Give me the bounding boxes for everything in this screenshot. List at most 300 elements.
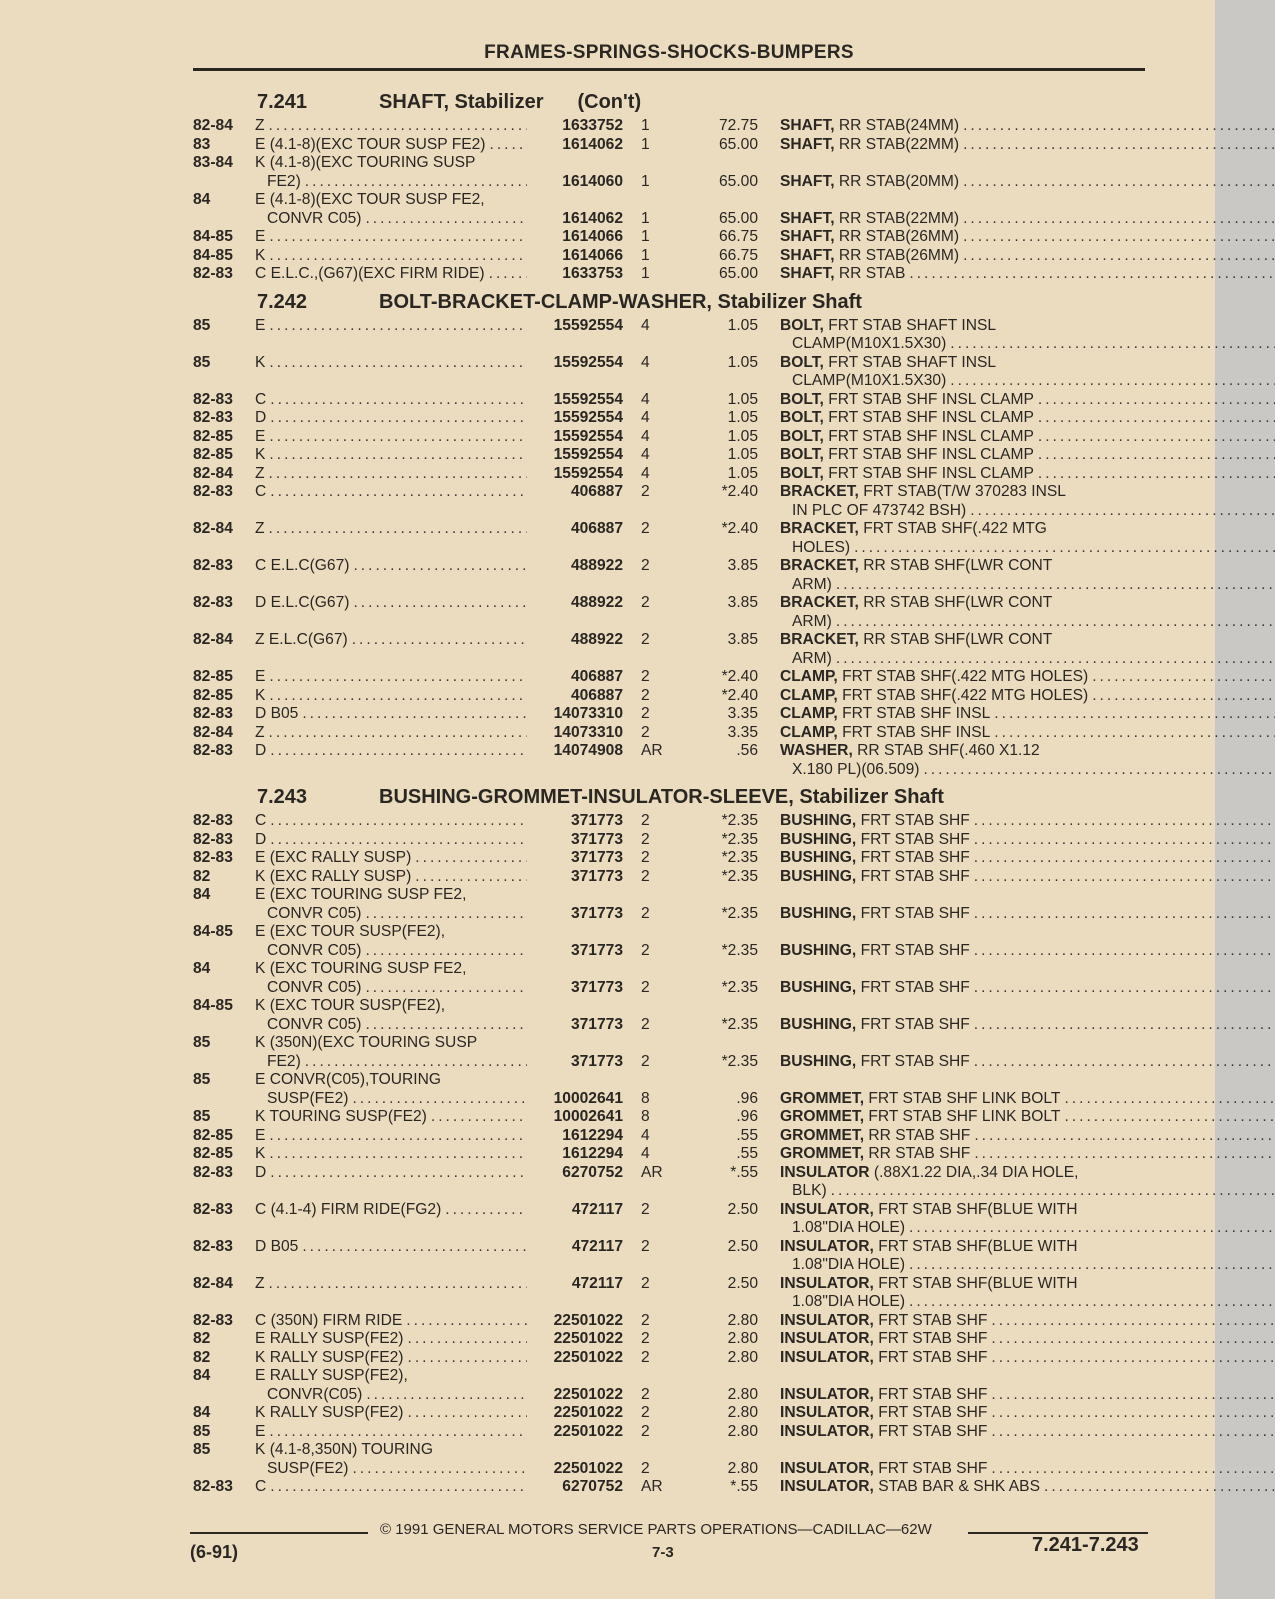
description-cell xyxy=(758,923,1275,960)
quantity-cell xyxy=(623,465,683,484)
description-line xyxy=(780,520,1275,539)
part-number: 6270752 xyxy=(562,1163,623,1181)
part-number-cell xyxy=(527,997,623,1034)
section-title: SHAFT, Stabilizer xyxy=(379,91,544,113)
dot-leader xyxy=(919,761,1275,780)
part-number-cell xyxy=(527,687,623,706)
part-number: 1614066 xyxy=(562,228,623,245)
quantity-cell xyxy=(623,409,683,428)
model-text: K TOURING SUSP(FE2) xyxy=(255,1108,427,1125)
model-cell xyxy=(255,594,527,613)
part-number-cell xyxy=(527,923,623,960)
year-cell: 82 xyxy=(193,867,211,885)
quantity: 2 xyxy=(641,978,650,996)
year-cell: 82-83 xyxy=(193,705,233,722)
dot-leader xyxy=(265,354,527,373)
description-line xyxy=(780,372,1275,391)
description-keyword: SHAFT, xyxy=(780,117,835,134)
quantity: AR xyxy=(641,742,663,759)
dot-leader xyxy=(349,594,527,613)
description-keyword: SHAFT, xyxy=(780,265,835,282)
model-text-line xyxy=(255,1423,527,1442)
description-text: RR STAB SHF(LWR CONT xyxy=(863,557,1053,574)
part-row xyxy=(193,317,1153,354)
description-cell xyxy=(758,247,1275,266)
description-cell xyxy=(758,1071,1275,1108)
part-row xyxy=(193,247,1153,266)
description-keyword: BOLT, xyxy=(780,390,824,408)
quantity: 4 xyxy=(641,316,650,334)
description-text: FRT STAB SHAFT INSL xyxy=(828,353,997,371)
quantity-cell xyxy=(623,154,683,191)
description-cell xyxy=(758,868,1275,887)
model-text: E CONVR(C05),TOURING xyxy=(255,1071,441,1088)
description-cell xyxy=(758,191,1275,228)
dot-leader xyxy=(265,428,527,447)
quantity-cell xyxy=(623,483,683,502)
model-cell xyxy=(255,1238,527,1257)
quantity: 2 xyxy=(641,1330,650,1347)
description-cell xyxy=(758,724,1275,743)
description-text: FRT STAB SHF INSL CLAMP xyxy=(828,427,1034,445)
year-cell: 85 xyxy=(193,1108,211,1125)
quantity: 1 xyxy=(641,135,650,153)
dot-leader xyxy=(970,1127,1275,1146)
description-keyword: INSULATOR xyxy=(780,1163,870,1181)
part-number-cell xyxy=(527,317,623,336)
part-number: 15592554 xyxy=(553,390,623,408)
part-row xyxy=(193,483,1153,520)
price-cell xyxy=(683,868,758,887)
dot-leader xyxy=(266,483,527,502)
price: 2.80 xyxy=(727,1385,758,1403)
description-cell xyxy=(758,557,1275,594)
description-keyword: SHAFT, xyxy=(780,209,835,227)
dot-leader xyxy=(298,1238,527,1257)
model-cell xyxy=(255,409,527,428)
price: *2.35 xyxy=(721,941,758,959)
price: 66.75 xyxy=(718,246,758,264)
description-cell xyxy=(758,1423,1275,1442)
description-line xyxy=(780,1053,1275,1072)
description-text: FRT STAB SHF xyxy=(860,812,970,829)
description-keyword: INSULATOR, xyxy=(780,1330,874,1347)
model-text: K xyxy=(255,1145,266,1162)
price-cell xyxy=(683,483,758,502)
price-cell xyxy=(683,1238,758,1257)
quantity: 2 xyxy=(641,631,650,648)
description-line xyxy=(780,557,1275,576)
price: 2.80 xyxy=(727,1348,758,1366)
description-keyword: BUSHING, xyxy=(780,941,857,959)
quantity-cell xyxy=(623,520,683,539)
price-cell xyxy=(683,705,758,724)
year-cell: 82 xyxy=(193,1348,211,1366)
part-row xyxy=(193,724,1153,743)
description-text: FRT STAB SHF LINK BOLT xyxy=(868,1089,1061,1107)
model-cell xyxy=(255,1423,527,1442)
part-number: 1614060 xyxy=(562,172,623,190)
year-cell: 82-85 xyxy=(193,1126,233,1144)
dot-leader xyxy=(970,1053,1275,1072)
part-number: 22501022 xyxy=(553,1348,623,1366)
description-text: BLK) xyxy=(792,1182,827,1199)
description-keyword: INSULATOR, xyxy=(780,1200,874,1218)
part-number-cell xyxy=(527,812,623,831)
year-cell: 82-83 xyxy=(193,1311,233,1329)
price-cell xyxy=(683,1441,758,1478)
year-cell: 84 xyxy=(193,191,211,208)
description-text: FRT STAB SHF xyxy=(878,1422,988,1440)
quantity-cell xyxy=(623,247,683,266)
dot-leader xyxy=(265,1275,527,1294)
description-text: 1.08"DIA HOLE) xyxy=(792,1256,906,1273)
price: 1.05 xyxy=(727,316,758,334)
model-text: CONVR C05) xyxy=(267,904,362,922)
part-number: 472117 xyxy=(571,1200,623,1218)
year-cell: 83-84 xyxy=(193,154,233,171)
description-keyword: BRACKET, xyxy=(780,520,859,537)
quantity: 8 xyxy=(641,1089,650,1107)
model-text: E (4.1-8)(EXC TOUR SUSP FE2) xyxy=(255,135,486,153)
quantity-cell xyxy=(623,1404,683,1423)
part-number-cell xyxy=(527,724,623,743)
year-cell: 82-83 xyxy=(193,265,233,282)
description-cell xyxy=(758,1367,1275,1404)
part-row xyxy=(193,1275,1153,1312)
description-cell xyxy=(758,668,1275,687)
part-row xyxy=(193,520,1153,557)
quantity-cell xyxy=(623,1349,683,1368)
model-text: E xyxy=(255,316,266,334)
model-cell xyxy=(255,960,527,997)
price: 3.35 xyxy=(727,705,758,722)
quantity: 2 xyxy=(641,849,650,866)
description-keyword: INSULATOR, xyxy=(780,1422,874,1440)
model-text: E xyxy=(255,427,266,445)
footer-date-code: (6-91) xyxy=(190,1542,239,1562)
description-cell xyxy=(758,1108,1275,1127)
price: 72.75 xyxy=(718,117,758,134)
price-cell xyxy=(683,1330,758,1349)
dot-leader xyxy=(970,942,1275,961)
dot-leader xyxy=(959,117,1275,136)
price: *.55 xyxy=(730,1478,758,1495)
description-cell xyxy=(758,1145,1275,1164)
dot-leader xyxy=(990,705,1275,724)
model-text-line xyxy=(255,1275,527,1294)
quantity-cell xyxy=(623,812,683,831)
model-text: E (EXC TOUR SUSP(FE2), xyxy=(255,923,446,940)
year-cell: 82-84 xyxy=(193,117,233,134)
quantity: 2 xyxy=(641,705,650,722)
dot-leader xyxy=(970,868,1275,887)
dot-leader xyxy=(361,1016,527,1035)
model-text-line xyxy=(255,1349,527,1368)
model-cell xyxy=(255,354,527,373)
quantity-cell xyxy=(623,117,683,136)
description-keyword: SHAFT, xyxy=(780,228,835,245)
model-text: D xyxy=(255,1163,267,1181)
quantity-cell xyxy=(623,831,683,850)
quantity-cell xyxy=(623,724,683,743)
part-number: 1614066 xyxy=(562,246,623,264)
part-row xyxy=(193,1238,1153,1275)
quantity: 8 xyxy=(641,1108,650,1125)
quantity: AR xyxy=(641,1478,663,1495)
model-text: Z xyxy=(255,117,265,134)
part-number: 371773 xyxy=(570,1015,623,1033)
model-text: K (EXC TOURING SUSP FE2, xyxy=(255,960,467,977)
quantity-cell xyxy=(623,428,683,447)
model-text-line xyxy=(255,812,527,831)
description-line xyxy=(780,905,1275,924)
dot-leader xyxy=(266,409,527,428)
description-line xyxy=(780,613,1275,632)
quantity: 1 xyxy=(641,209,650,227)
model-text: SUSP(FE2) xyxy=(267,1459,349,1477)
dot-leader xyxy=(403,1330,527,1349)
dot-leader xyxy=(266,391,527,410)
model-text: K RALLY SUSP(FE2) xyxy=(255,1348,404,1366)
part-row xyxy=(193,1423,1153,1442)
model-text-line xyxy=(255,979,527,998)
year-cell: 82-83 xyxy=(193,1478,233,1495)
model-text-line xyxy=(255,631,527,650)
part-number-cell xyxy=(527,960,623,997)
model-text-line xyxy=(255,886,527,905)
part-row xyxy=(193,557,1153,594)
year-cell: 82-85 xyxy=(193,686,233,704)
model-cell xyxy=(255,1312,527,1331)
dot-leader xyxy=(970,905,1275,924)
quantity: AR xyxy=(641,1163,663,1181)
dot-leader xyxy=(266,1478,527,1497)
description-text: FRT STAB SHF(.422 MTG HOLES) xyxy=(842,686,1089,704)
dot-leader xyxy=(959,247,1275,266)
year-cell: 82-84 xyxy=(193,631,233,648)
model-cell xyxy=(255,1127,527,1146)
model-text-line xyxy=(255,1460,527,1479)
dot-leader xyxy=(403,1404,527,1423)
description-cell xyxy=(758,886,1275,923)
part-number-cell xyxy=(527,705,623,724)
dot-leader xyxy=(265,1127,527,1146)
part-number-cell xyxy=(527,1275,623,1294)
dot-leader xyxy=(348,1460,527,1479)
price-cell xyxy=(683,849,758,868)
description-line xyxy=(780,868,1275,887)
description-cell xyxy=(758,631,1275,668)
description-cell xyxy=(758,409,1275,428)
description-line xyxy=(780,705,1275,724)
price-cell xyxy=(683,446,758,465)
dot-leader xyxy=(970,812,1275,831)
description-text: FRT STAB SHF xyxy=(860,978,970,996)
price: 65.00 xyxy=(718,172,758,190)
part-number: 472117 xyxy=(571,1237,623,1255)
model-text: CONVR(C05) xyxy=(267,1385,363,1403)
description-text: 1.08"DIA HOLE) xyxy=(792,1219,906,1236)
dot-leader xyxy=(362,1386,527,1405)
price: .55 xyxy=(736,1126,758,1144)
dot-leader xyxy=(1034,428,1275,447)
model-cell xyxy=(255,1071,527,1108)
description-text: FRT STAB SHF INSL CLAMP xyxy=(828,390,1034,408)
dot-leader xyxy=(266,812,527,831)
price-cell xyxy=(683,1145,758,1164)
part-number: 371773 xyxy=(570,849,623,866)
model-cell xyxy=(255,465,527,484)
part-number: 371773 xyxy=(570,978,623,996)
description-keyword: BUSHING, xyxy=(780,849,857,866)
price: *2.35 xyxy=(721,867,758,885)
quantity-cell xyxy=(623,391,683,410)
description-line xyxy=(780,650,1275,669)
part-row xyxy=(193,668,1153,687)
model-text: E xyxy=(255,1422,266,1440)
dot-leader xyxy=(411,868,527,887)
year-cell: 82-83 xyxy=(193,1163,233,1181)
description-keyword: BOLT, xyxy=(780,446,824,463)
description-cell xyxy=(758,1238,1275,1275)
parts-listing xyxy=(193,84,1153,1497)
price: 3.85 xyxy=(727,557,758,574)
price-cell xyxy=(683,1312,758,1331)
part-row xyxy=(193,1312,1153,1331)
price-cell xyxy=(683,687,758,706)
description-text: FRT STAB SHF xyxy=(878,1348,988,1366)
price-cell xyxy=(683,265,758,284)
description-line xyxy=(780,354,1275,373)
section-heading xyxy=(193,290,1153,314)
description-text: FRT STAB SHF xyxy=(860,941,970,959)
price: 66.75 xyxy=(718,228,758,245)
dot-leader xyxy=(265,1423,527,1442)
model-text-line xyxy=(255,354,527,373)
description-line xyxy=(780,1293,1275,1312)
description-line xyxy=(780,1090,1275,1109)
dot-leader xyxy=(348,631,527,650)
model-text: D B05 xyxy=(255,1237,299,1255)
price: 2.50 xyxy=(727,1200,758,1218)
model-text-line xyxy=(255,724,527,743)
part-number: 22501022 xyxy=(553,1385,623,1403)
year-cell: 82-83 xyxy=(193,409,233,426)
part-number-cell xyxy=(527,1071,623,1108)
model-text: E (4.1-8)(EXC TOUR SUSP FE2, xyxy=(255,191,485,208)
price-cell xyxy=(683,1201,758,1220)
part-number-cell xyxy=(527,1145,623,1164)
price: *2.40 xyxy=(721,668,758,685)
model-text-line xyxy=(255,1367,527,1386)
description-line xyxy=(780,742,1275,761)
dot-leader xyxy=(265,668,527,687)
price-cell xyxy=(683,136,758,155)
year-cell: 84-85 xyxy=(193,228,233,245)
year-cell: 82-83 xyxy=(193,812,233,829)
description-line xyxy=(780,265,1275,284)
header-rule xyxy=(193,68,1145,71)
model-cell xyxy=(255,265,527,284)
dot-leader xyxy=(361,942,527,961)
part-number-cell xyxy=(527,742,623,761)
description-line xyxy=(780,1330,1275,1349)
part-number-cell xyxy=(527,1108,623,1127)
price-cell xyxy=(683,742,758,761)
part-number: 488922 xyxy=(570,594,623,611)
part-row xyxy=(193,886,1153,923)
description-text: RR STAB SHF xyxy=(868,1126,971,1144)
description-text: FRT STAB SHF xyxy=(878,1404,988,1421)
description-cell xyxy=(758,317,1275,354)
dot-leader xyxy=(441,1201,527,1220)
model-text-line xyxy=(255,742,527,761)
price: *.55 xyxy=(730,1163,758,1181)
model-cell xyxy=(255,868,527,887)
model-text-line xyxy=(255,905,527,924)
quantity-cell xyxy=(623,1478,683,1497)
dot-leader xyxy=(987,1404,1275,1423)
description-cell xyxy=(758,391,1275,410)
part-row xyxy=(193,1164,1153,1201)
model-text: E (EXC TOURING SUSP FE2, xyxy=(255,886,467,903)
section-continued: (Con't) xyxy=(577,91,642,113)
description-text: FRT STAB SHF LINK BOLT xyxy=(868,1108,1061,1125)
year-cell: 82-83 xyxy=(193,1237,233,1255)
description-line xyxy=(780,687,1275,706)
quantity: 2 xyxy=(641,1274,650,1292)
description-line xyxy=(780,465,1275,484)
model-text-line xyxy=(255,1071,527,1090)
description-keyword: BUSHING, xyxy=(780,867,857,885)
part-row xyxy=(193,923,1153,960)
quantity: 1 xyxy=(641,117,650,134)
part-row xyxy=(193,960,1153,997)
quantity: 2 xyxy=(641,1385,650,1403)
model-text-line xyxy=(255,705,527,724)
model-cell xyxy=(255,136,527,155)
quantity: 2 xyxy=(641,904,650,922)
year-cell: 82-83 xyxy=(193,1200,233,1218)
part-row xyxy=(193,409,1153,428)
part-number-cell xyxy=(527,1367,623,1404)
year-cell: 82-85 xyxy=(193,668,233,685)
quantity-cell xyxy=(623,1071,683,1108)
model-text: SUSP(FE2) xyxy=(267,1089,349,1107)
description-keyword: INSULATOR, xyxy=(780,1385,874,1403)
description-line xyxy=(780,594,1275,613)
part-row xyxy=(193,191,1153,228)
model-cell xyxy=(255,391,527,410)
part-row xyxy=(193,136,1153,155)
model-text: K (4.1-8)(EXC TOURING SUSP xyxy=(255,154,476,171)
price-cell xyxy=(683,154,758,191)
description-keyword: GROMMET, xyxy=(780,1126,865,1144)
dot-leader xyxy=(301,1053,527,1072)
price-cell xyxy=(683,724,758,743)
model-text: C xyxy=(255,1478,267,1495)
dot-leader xyxy=(1040,1478,1275,1497)
price-cell xyxy=(683,117,758,136)
dot-leader xyxy=(1034,409,1275,428)
model-text: CONVR C05) xyxy=(267,209,362,227)
description-text: FRT STAB SHF INSL xyxy=(842,723,991,741)
model-text: FE2) xyxy=(267,172,301,190)
model-text: K (4.1-8,350N) TOURING xyxy=(255,1441,433,1458)
dot-leader xyxy=(1060,1090,1275,1109)
description-keyword: CLAMP, xyxy=(780,705,838,722)
